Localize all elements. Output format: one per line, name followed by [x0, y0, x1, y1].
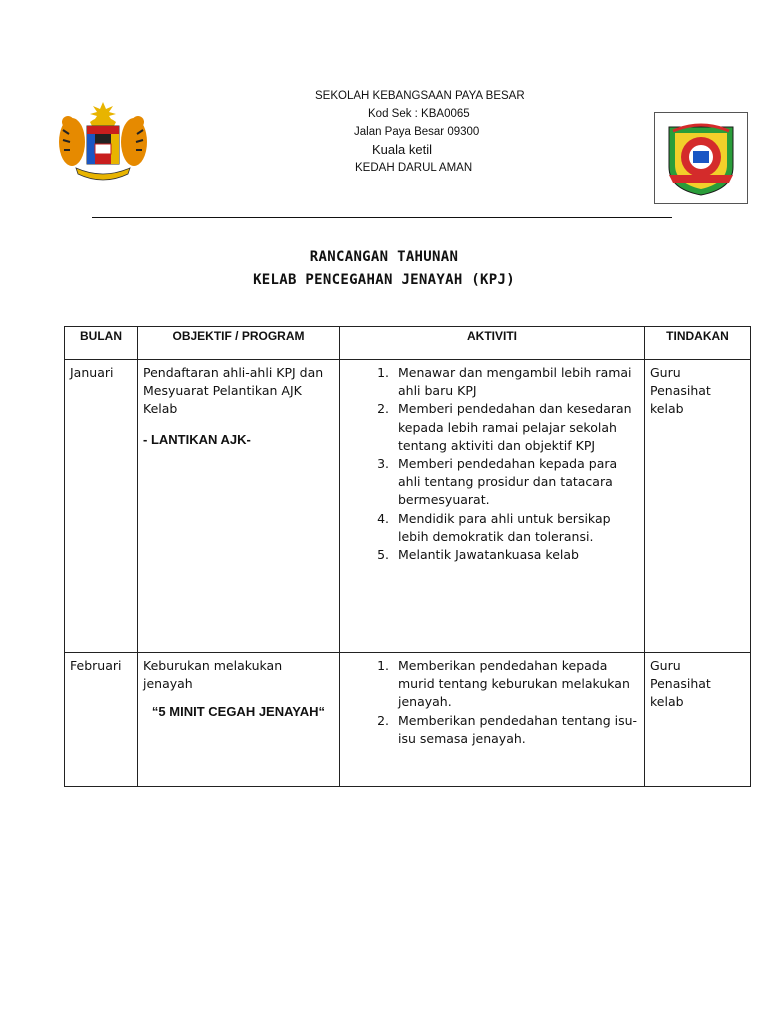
header-bulan: BULAN: [65, 327, 138, 360]
activities-cell: [340, 653, 645, 787]
action-cell: Guru Penasihat kelab: [645, 653, 751, 787]
table-header-row: [65, 327, 751, 360]
header-divider: [92, 217, 672, 218]
header-objektif: OBJEKTIF / PROGRAM: [138, 327, 340, 360]
activities-cell: [340, 360, 645, 653]
school-address: Jalan Paya Besar 09300: [354, 126, 480, 138]
program-label: - LANTIKAN AJK-: [143, 431, 251, 447]
annual-plan-table: [64, 326, 751, 787]
school-badge-icon: [659, 117, 743, 199]
activities-list: [345, 657, 639, 748]
month-cell: Januari: [65, 360, 138, 653]
list-item: 2. Memberikan pendedahan tentang isu-isu semasa jenayah.: [393, 712, 639, 748]
school-logo: [654, 112, 748, 204]
document-title: RANCANGAN TAHUNAN: [309, 249, 459, 265]
list-item: 3. Memberi pendedahan kepada para ahli tentang prosidur dan tatacara bermesyuarat.: [393, 455, 639, 510]
header-aktiviti: AKTIVITI: [340, 327, 645, 360]
document-subtitle: KELAB PENCEGAHAN JENAYAH (KPJ): [253, 272, 515, 288]
school-header: [300, 87, 560, 177]
list-item: 5. Melantik Jawatankuasa kelab: [393, 546, 639, 564]
month-cell: Februari: [65, 653, 138, 787]
objective-text: Keburukan melakukan jenayah: [143, 658, 283, 692]
table-row: [65, 360, 751, 653]
header-tindakan: TINDAKAN: [645, 327, 751, 360]
activities-list: [345, 364, 639, 564]
table-row: [65, 653, 751, 787]
objective-text: Pendaftaran ahli-ahli KPJ dan Mesyuarat Pelantikan AJK Kelab: [143, 365, 324, 417]
school-state: KEDAH DARUL AMAN: [355, 162, 473, 174]
objective-cell: [138, 360, 340, 653]
action-cell: Guru Penasihat kelab: [645, 360, 751, 653]
list-item: 1. Menawar dan mengambil lebih ramai ahli baru KPJ: [393, 364, 639, 400]
objective-cell: [138, 653, 340, 787]
list-item: 1. Memberikan pendedahan kepada murid tentang keburukan melakukan jenayah.: [393, 657, 639, 712]
program-label: “5 MINIT CEGAH JENAYAH“: [151, 704, 326, 720]
list-item: 4. Mendidik para ahli untuk bersikap lebih demokratik dan toleransi.: [393, 510, 639, 546]
school-code: Kod Sek : KBA0065: [368, 108, 470, 120]
school-name: SEKOLAH KEBANGSAAN PAYA BESAR: [315, 90, 525, 102]
list-item: 2. Memberi pendedahan dan kesedaran kepada lebih ramai pelajar sekolah tentang aktiviti dan objektif KPJ: [393, 400, 639, 455]
coat-of-arms-icon: [54, 100, 152, 184]
school-town: Kuala ketil: [372, 142, 432, 157]
